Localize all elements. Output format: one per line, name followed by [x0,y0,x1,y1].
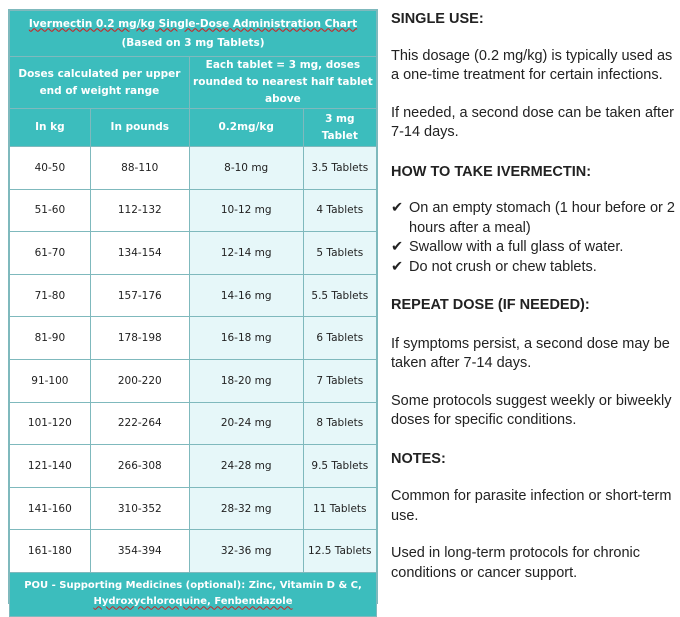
tablet-count-cell: 4 Tablets [303,189,376,232]
table-row [10,317,377,360]
notes-panel [391,0,680,583]
supporting-medicines-footer [10,572,377,616]
table-row [10,147,377,190]
dose-mg-cell: 12-14 mg [189,232,303,275]
notes-paragraph-1: Common for parasite infection or short-term use. [391,488,672,524]
dose-mg-cell: 24-28 mg [189,445,303,488]
weight-kg-cell: 161-180 [10,530,91,573]
weight-kg-cell: 101-120 [10,402,91,445]
weight-kg-cell: 121-140 [10,445,91,488]
weight-kg-cell: 81-90 [10,317,91,360]
dose-mg-cell: 14-16 mg [189,274,303,317]
dose-mg-cell: 20-24 mg [189,402,303,445]
how-to-take-list [391,199,680,277]
weight-lb-cell: 266-308 [90,445,189,488]
check-icon: ✔ [391,258,404,275]
weight-kg-cell: 141-160 [10,487,91,530]
table-row [10,402,377,445]
repeat-dose-paragraph-1: If symptoms persist, a second dose may be taken after 7-14 days. [391,335,670,371]
weight-lb-cell: 222-264 [90,402,189,445]
how-to-take-item: ✔ Swallow with a full glass of water. [391,238,680,258]
weight-lb-cell: 88-110 [90,147,189,190]
chart-title [10,11,377,57]
footer-line2: Hydroxychloroquine, Fenbendazole [93,596,293,608]
weight-kg-cell: 61-70 [10,232,91,275]
dosage-chart [8,9,378,608]
table-row [10,487,377,530]
repeat-dose-paragraph-2: Some protocols suggest weekly or biweekly doses for specific conditions. [391,392,672,428]
check-icon: ✔ [391,239,404,255]
column-header-dose: 0.2mg/kg [189,109,303,147]
table-row [10,359,377,402]
weight-kg-cell: 91-100 [10,359,91,402]
how-to-take-item: ✔ Do not crush or chew tablets. [391,258,680,278]
group-header-left: Doses calculated per upper end of weight range [10,57,190,109]
column-header-pounds: In pounds [90,109,189,147]
weight-lb-cell: 310-352 [90,487,189,530]
table-row [10,189,377,232]
tablet-count-cell: 5.5 Tablets [303,274,376,317]
chart-title-line1: Ivermectin 0.2 mg/kg Single-Dose Administration Chart [28,17,358,30]
weight-lb-cell: 157-176 [90,274,189,317]
notes-paragraph-2: Used in long-term protocols for chronic conditions or cancer support. [391,545,641,581]
weight-kg-cell: 71-80 [10,274,91,317]
column-header-tablets: 3 mg Tablet [303,109,376,147]
table-row [10,232,377,275]
single-use-paragraph-1: This dosage (0.2 mg/kg) is typically used as a one-time treatment for certain infections. [391,47,673,83]
dosage-table [9,10,377,617]
single-use-paragraph-2: If needed, a second dose can be taken after 7-14 days. [391,104,674,140]
table-row [10,445,377,488]
tablet-count-cell: 3.5 Tablets [303,147,376,190]
tablet-count-cell: 11 Tablets [303,487,376,530]
table-row [10,274,377,317]
notes-heading: NOTES: [391,450,446,467]
dose-mg-cell: 32-36 mg [189,530,303,573]
tablet-count-cell: 6 Tablets [303,317,376,360]
weight-lb-cell: 354-394 [90,530,189,573]
column-header-kg: In kg [10,109,91,147]
dose-mg-cell: 10-12 mg [189,189,303,232]
weight-kg-cell: 51-60 [10,189,91,232]
single-use-heading: SINGLE USE: [391,11,484,27]
group-header-right: Each tablet = 3 mg, doses rounded to nearest half tablet above [189,57,376,109]
tablet-count-cell: 7 Tablets [303,359,376,402]
tablet-count-cell: 5 Tablets [303,232,376,275]
weight-lb-cell: 200-220 [90,359,189,402]
dose-mg-cell: 16-18 mg [189,317,303,360]
how-to-take-item: ✔ On an empty stomach (1 hour before or 2 hours after a meal) [391,200,675,236]
table-row [10,530,377,573]
weight-lb-cell: 178-198 [90,317,189,360]
tablet-count-cell: 8 Tablets [303,402,376,445]
weight-lb-cell: 134-154 [90,232,189,275]
dose-mg-cell: 28-32 mg [189,487,303,530]
tablet-count-cell: 12.5 Tablets [303,530,376,573]
how-to-take-heading: HOW TO TAKE IVERMECTIN: [391,163,592,180]
chart-title-line2: (Based on 3 mg Tablets) [121,36,265,49]
weight-lb-cell: 112-132 [90,189,189,232]
tablet-count-cell: 9.5 Tablets [303,445,376,488]
dose-mg-cell: 18-20 mg [189,359,303,402]
repeat-dose-heading: REPEAT DOSE (IF NEEDED): [391,297,590,313]
weight-kg-cell: 40-50 [10,147,91,190]
dose-mg-cell: 8-10 mg [189,147,303,190]
footer-line1: POU - Supporting Medicines (optional): Zinc, Vitamin D & C, [24,580,362,592]
check-icon: ✔ [391,200,404,216]
